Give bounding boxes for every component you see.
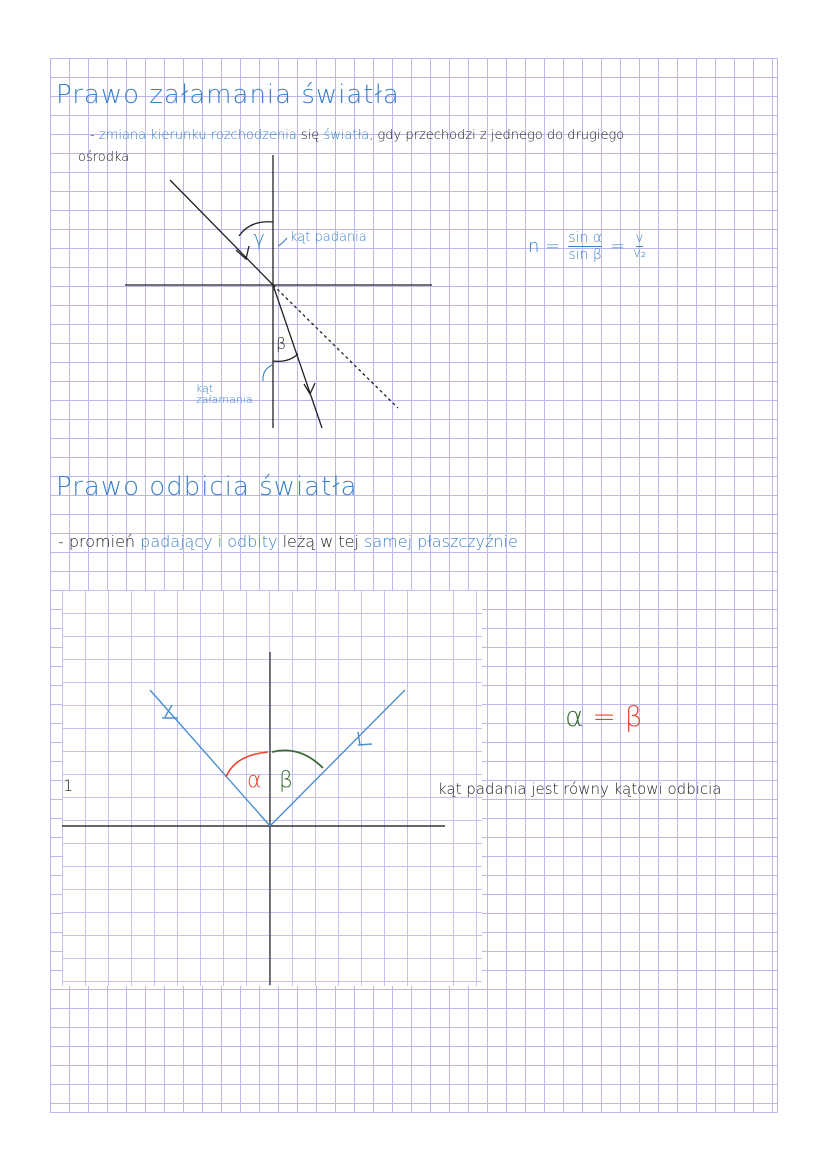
label-pointer [263,238,287,381]
label-line: kąt [196,382,214,395]
extension-dotted-line [273,285,398,408]
sine-fraction [568,230,602,263]
left-mark: 1 [63,776,74,795]
refracted-arrow-icon [304,383,315,394]
definition-line-2: ośrodka [78,150,130,165]
refraction-angle-label [196,383,253,405]
definition-text: zmiana kierunku rozchodzenia [98,128,297,143]
label-line: załamania [196,393,253,406]
equals: = [592,700,616,733]
alpha: α [565,700,584,733]
refracted-ray [273,285,322,428]
definition-text: światła [323,128,370,143]
incident-arrow-icon [236,246,249,259]
dash: - [58,532,64,551]
definition-text: się [300,128,320,143]
beta-symbol-2: β [279,768,294,793]
reflection-definition [58,532,518,551]
numerator: sin α [568,230,602,246]
reflected-ray [270,690,405,826]
incidence-angle-label: kąt padania [290,230,367,245]
dash: - [90,128,95,143]
alpha-equals-beta [565,700,643,733]
definition-text: , gdy przechodzi z jednego do drugiego [369,128,625,143]
denominator: v₂ [633,246,646,261]
beta-arc [272,750,323,768]
arrow-icon [358,732,372,745]
definition-text: samej płaszczyźnie [364,532,518,551]
equals: = [609,236,626,257]
definition-text: leżą w tej [282,532,359,551]
definition-text: promień [68,532,136,551]
beta-symbol: β [276,334,287,353]
formula-lhs: n = [528,236,561,257]
numerator: v [635,231,644,246]
alpha-symbol: α [247,768,262,793]
refraction-angle-arc [273,354,298,361]
beta: β [624,700,643,733]
section1-title: Prawo załamania światła [56,80,400,110]
velocity-fraction [633,232,646,261]
reflection-statement: kąt padania jest równy kątowi odbicia [438,780,722,798]
gamma-symbol: γ [253,226,265,250]
refraction-formula [528,230,646,263]
incident-ray-2 [150,690,270,826]
denominator: sin β [568,247,602,263]
definition-line-1 [90,128,624,143]
section2-title: Prawo odbicia światła [56,472,358,502]
definition-text: padający i odbity [140,532,278,551]
